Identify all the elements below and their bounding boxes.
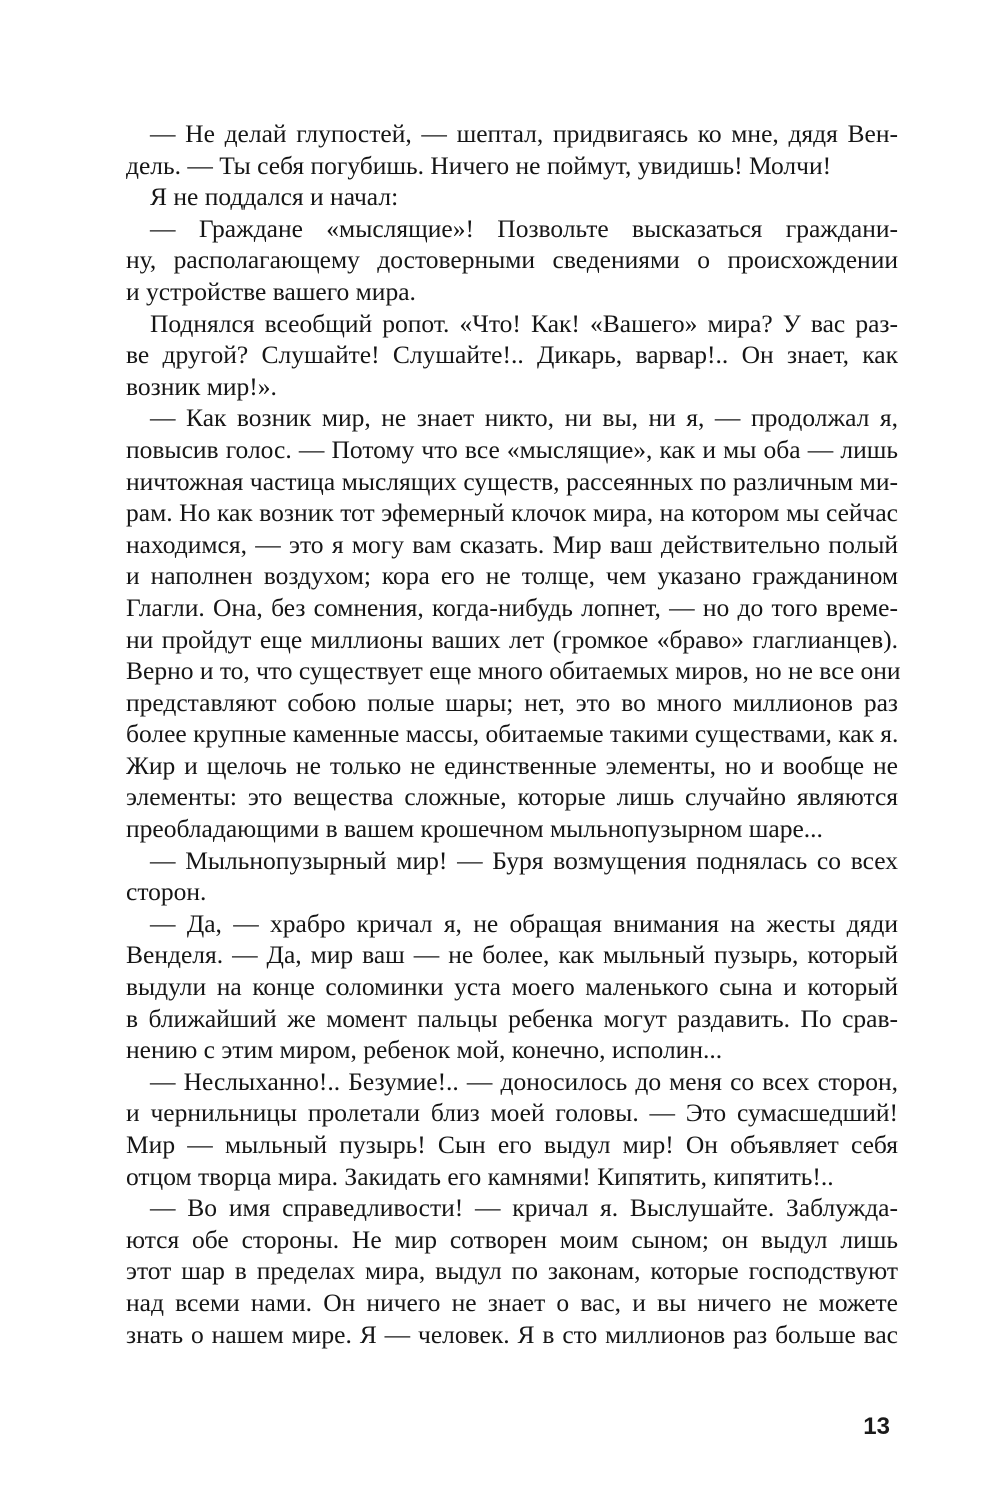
text-line: в ближайший же момент пальцы ребенка могут раздавить. По срав- bbox=[126, 1003, 898, 1033]
text-line: Венделя. — Да, мир ваш — не более, как мыльный пузырь, который bbox=[126, 940, 898, 970]
text-line: возник мир!». bbox=[126, 371, 277, 401]
text-line: Мир — мыльный пузырь! Сын его выдул мир! Он объявляет себя bbox=[126, 1130, 898, 1159]
text-line: — Как возник мир, не знает никто, ни вы, ни я, — продолжал я, bbox=[150, 403, 898, 433]
text-line: Глагли. Она, без сомнения, когда-нибудь лопнет, — но до того време- bbox=[126, 592, 898, 622]
text-line: преобладающими в вашем крошечном мыльнопузырном шаре... bbox=[126, 814, 823, 844]
text-line: ну, располагающему достоверными сведениями о происхождении bbox=[126, 245, 898, 275]
text-line: ве другой? Слушайте! Слушайте!.. Дикарь, варвар!.. Он знает, как bbox=[126, 340, 898, 370]
text-line: — Неслыханно!.. Безумие!.. — доносилось до меня со всех сторон, bbox=[150, 1066, 898, 1096]
text-line: рам. Но как возник тот эфемерный клочок мира, на котором мы сейчас bbox=[126, 498, 898, 528]
text-line: выдули на конце соломинки уста моего маленького сына и который bbox=[126, 972, 898, 1002]
text-line: отцом творца мира. Закидать его камнями! Кипятить, кипятить!.. bbox=[126, 1161, 834, 1191]
page-number: 13 bbox=[863, 1413, 890, 1440]
text-line: — Мыльнопузырный мир! — Буря возмущения поднялась со всех bbox=[150, 845, 898, 875]
text-line: — Да, — храбро кричал я, не обращая внимания на жесты дяди bbox=[150, 908, 898, 938]
text-line: Поднялся всеобщий ропот. «Что! Как! «Вашего» мира? У вас раз- bbox=[150, 308, 898, 338]
text-line: повысив голос. — Потому что все «мыслящие», как и мы оба — лишь bbox=[126, 434, 898, 464]
text-line: знать о нашем мире. Я — человек. Я в сто миллионов раз больше вас bbox=[126, 1319, 898, 1349]
text-line: представляют собою полые шары; нет, это во много миллионов раз bbox=[126, 687, 898, 717]
text-line: более крупные каменные массы, обитаемые такими существами, как я. bbox=[126, 719, 899, 749]
text-line: Я не поддался и начал: bbox=[150, 182, 399, 212]
text-line: ни пройдут еще миллионы ваших лет (громкое «браво» глаглианцев). bbox=[126, 624, 898, 654]
text-line: сторон. bbox=[126, 877, 207, 907]
text-line: находимся, — это я могу вам сказать. Мир ваш действительно полый bbox=[126, 529, 898, 559]
text-line: Верно и то, что существует еще много обитаемых миров, но не все они bbox=[126, 656, 901, 686]
body-text bbox=[126, 118, 901, 1350]
text-line: — Не делай глупостей, — шептал, придвигаясь ко мне, дядя Вен- bbox=[150, 119, 898, 148]
text-line: — Граждане «мыслящие»! Позвольте высказаться граждани- bbox=[150, 213, 898, 243]
text-line: этот шар в пределах мира, выдул по законам, которые господствуют bbox=[126, 1256, 898, 1286]
text-line: и чернильницы пролетали близ моей головы. — Это сумасшедший! bbox=[126, 1098, 898, 1128]
text-line: нению с этим миром, ребенок мой, конечно, исполин... bbox=[126, 1035, 723, 1065]
text-line: и наполнен воздухом; кора его не толще, чем указано гражданином bbox=[126, 561, 898, 591]
text-line: ются обе стороны. Не мир сотворен моим сыном; он выдул лишь bbox=[126, 1224, 898, 1254]
text-line: Жир и щелочь не только не единственные элементы, но и вообще не bbox=[126, 750, 898, 780]
text-line: — Во имя справедливости! — кричал я. Выслушайте. Заблужда- bbox=[150, 1193, 898, 1223]
text-line: над всеми нами. Он ничего не знает о вас, и вы ничего не можете bbox=[126, 1287, 898, 1317]
text-line: элементы: это вещества сложные, которые лишь случайно являются bbox=[126, 782, 898, 812]
text-line: и устройстве вашего мира. bbox=[126, 276, 416, 306]
text-line: ничтожная частица мыслящих существ, рассеянных по различным ми- bbox=[126, 466, 898, 496]
text-line: дель. — Ты себя погубишь. Ничего не поймут, увидишь! Молчи! bbox=[126, 150, 832, 180]
